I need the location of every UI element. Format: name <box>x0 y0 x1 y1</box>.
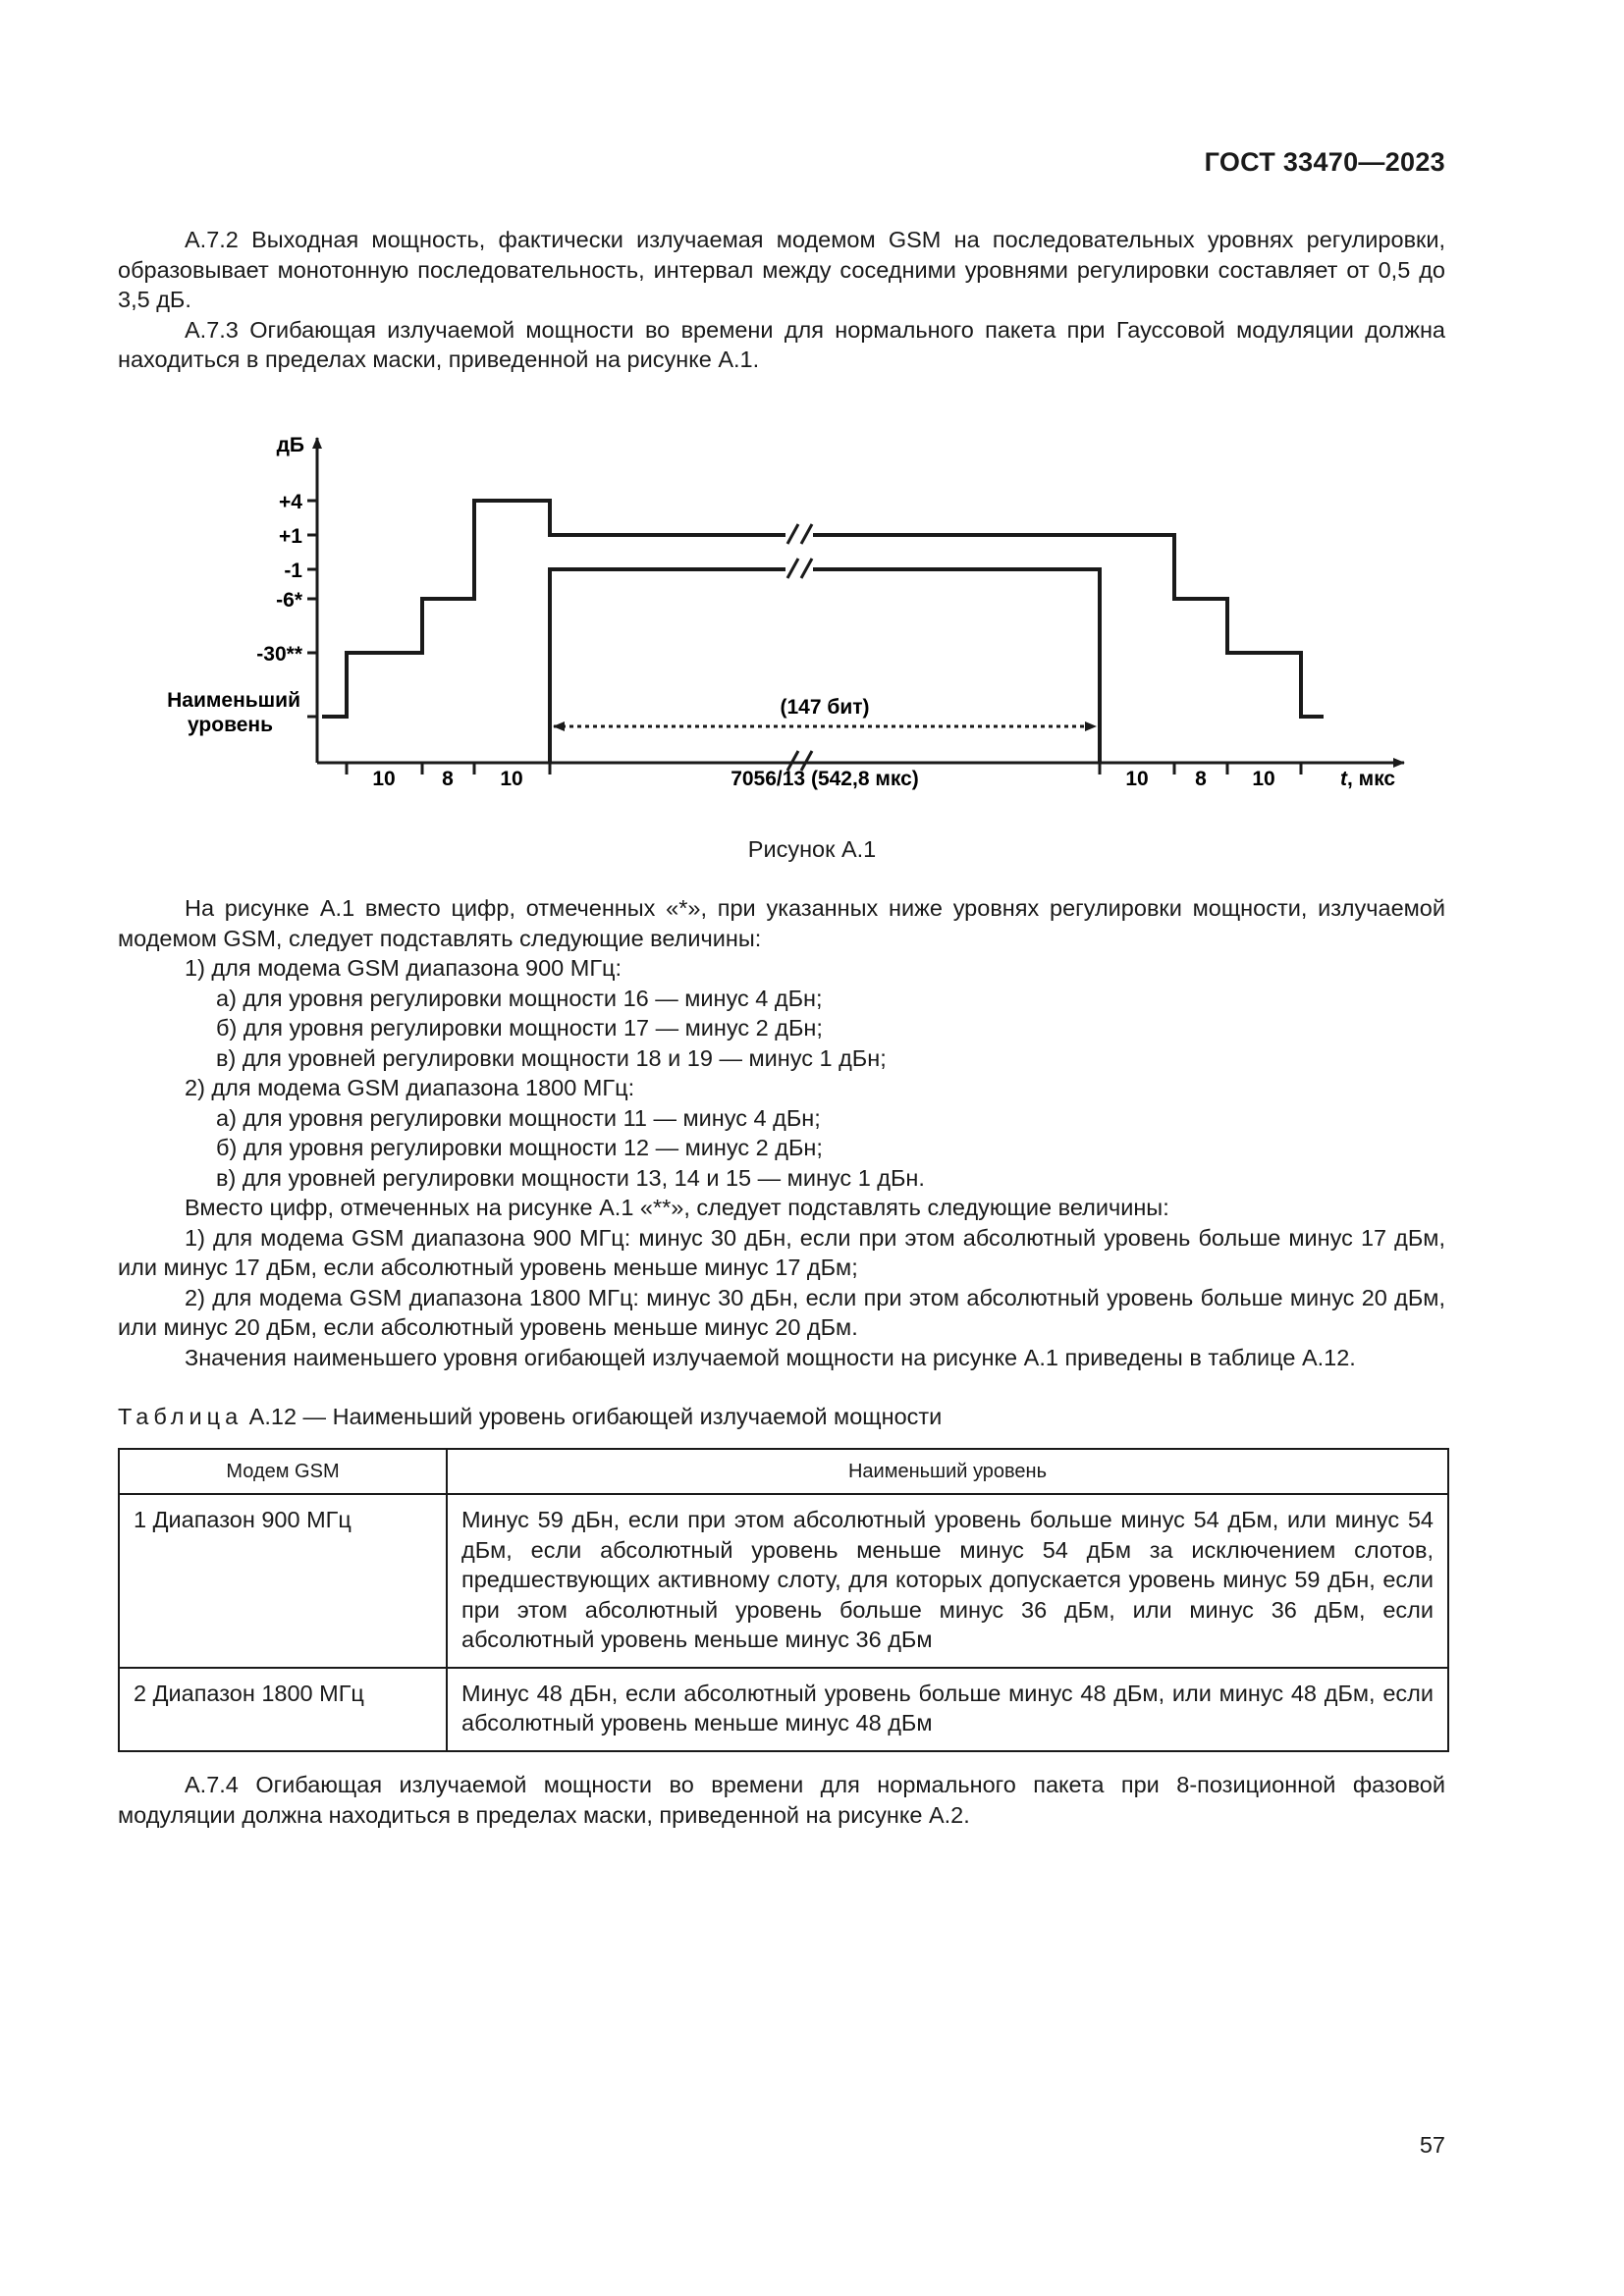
x-segment-1: 10 <box>372 768 396 790</box>
y-axis-label: дБ <box>276 434 304 456</box>
cell-modem: 2 Диапазон 1800 МГц <box>119 1668 447 1751</box>
x-segment-3: 10 <box>500 768 523 790</box>
cell-lowest-level: Минус 48 дБн, если абсолютный уровень больше минус 48 дБм, или минус 48 дБм, если абсолютный уровень меньше минус 48 дБм <box>447 1668 1448 1751</box>
list2-item-c: в) для уровней регулировки мощности 13, 14 и 15 — минус 1 дБн. <box>216 1164 925 1191</box>
paragraph-double-star-2: 2) для модема GSM диапазона 1800 МГц: минус 30 дБн, если при этом абсолютный уровень больше минус 20 дБм, или минус 20 дБм, если абсолютный уровень меньше минус 20 дБм. <box>118 1284 1445 1340</box>
power-mask-diagram <box>147 422 1424 815</box>
paragraph-double-star-1: 1) для модема GSM диапазона 900 МГц: минус 30 дБн, если при этом абсолютный уровень больше минус 17 дБм, или минус 17 дБм, если абсолютный уровень меньше минус 17 дБм; <box>118 1224 1445 1280</box>
list1-item-a: а) для уровня регулировки мощности 16 — минус 4 дБн; <box>216 985 823 1011</box>
lower-mask-left <box>550 569 785 763</box>
text-block-top <box>118 225 1445 375</box>
list1-item-b: б) для уровня регулировки мощности 17 — минус 2 дБн; <box>216 1015 823 1041</box>
lower-mask-right <box>813 569 1100 763</box>
table-row <box>119 1668 1448 1751</box>
table-a12 <box>118 1448 1449 1752</box>
break-marks <box>787 524 812 771</box>
y-tick-minus30: -30** <box>256 643 302 666</box>
text-block-end <box>118 1770 1445 1830</box>
x-segment-2: 8 <box>442 768 454 790</box>
paragraph-a73: А.7.3 Огибающая излучаемой мощности во времени для нормального пакета при Гауссовой модуляции должна находиться в пределах маски, приведенной на рисунке А.1. <box>118 316 1445 372</box>
paragraph-double-star-intro: Вместо цифр, отмеченных на рисунке А.1 «**», следует подставлять следующие величины: <box>185 1195 1169 1220</box>
lowest-level-label-line2: уровень <box>188 714 273 736</box>
x-segment-7: 10 <box>1252 768 1275 790</box>
x-segment-5: 10 <box>1125 768 1149 790</box>
x-segment-6: 8 <box>1195 768 1207 790</box>
header-modem: Модем GSM <box>119 1449 447 1494</box>
y-tick-plus4: +4 <box>279 491 302 513</box>
lowest-level-label-line1: Наименьший <box>167 689 300 712</box>
x-axis-label-unit: , мкс <box>1347 768 1396 790</box>
list1-item-c: в) для уровней регулировки мощности 18 и 19 — минус 1 дБн; <box>216 1044 887 1071</box>
x-segment-4: 7056/13 (542,8 мкс) <box>731 768 919 790</box>
table-header-row <box>119 1449 1448 1494</box>
list2-item-a: а) для уровня регулировки мощности 11 — минус 4 дБн; <box>216 1104 821 1131</box>
paragraph-star-intro: На рисунке А.1 вместо цифр, отмеченных «*», при указанных ниже уровнях регулировки мощности, излучаемой модемом GSM, следует подставлять следующие величины: <box>118 895 1445 951</box>
y-tick-minus1: -1 <box>284 560 302 582</box>
paragraph-table-ref: Значения наименьшего уровня огибающей излучаемой мощности на рисунке А.1 приведены в таблице А.12. <box>185 1344 1356 1370</box>
list2-title: 2) для модема GSM диапазона 1800 МГц: <box>185 1075 635 1100</box>
upper-mask-right <box>813 535 1324 717</box>
figure-caption: Рисунок А.1 <box>747 836 877 862</box>
text-block-mid <box>118 893 1445 1372</box>
page-number: 57 <box>1419 2132 1445 2158</box>
cell-lowest-level: Минус 59 дБн, если при этом абсолютный уровень больше минус 54 дБм, или минус 54 дБм, если абсолютный уровень меньше минус 54 дБм за исключением слотов, предшествующих активному слоту, для которых допускается уровень минус 59 дБн, если при этом абсолютный уровень больше минус 36 дБм, или минус 36 дБм, если абсолютный уровень меньше минус 36 дБм <box>447 1494 1448 1668</box>
y-tick-plus1: +1 <box>279 525 302 548</box>
document-header: ГОСТ 33470—2023 <box>1204 147 1445 177</box>
header-lowest-level: Наименьший уровень <box>447 1449 1448 1494</box>
y-tick-minus6: -6* <box>276 589 302 612</box>
table-title-rest: А.12 — Наименьший уровень огибающей излучаемой мощности <box>243 1404 943 1429</box>
table-title <box>118 1404 942 1430</box>
table-title-word: Таблица <box>118 1404 244 1429</box>
cell-modem: 1 Диапазон 900 МГц <box>119 1494 447 1668</box>
list1-title: 1) для модема GSM диапазона 900 МГц: <box>185 955 623 981</box>
table-row <box>119 1494 1448 1668</box>
x-axis-label <box>1340 768 1395 790</box>
x-axis-label-var: t <box>1340 768 1347 790</box>
upper-mask-left <box>322 501 785 717</box>
list2-item-b: б) для уровня регулировки мощности 12 — минус 2 дБн; <box>216 1135 823 1160</box>
figure-a1 <box>147 422 1424 815</box>
paragraph-a74: А.7.4 Огибающая излучаемой мощности во времени для нормального пакета при 8-позиционной фазовой модуляции должна находиться в пределах маски, приведенной на рисунке А.2. <box>118 1772 1445 1828</box>
span-label: (147 бит) <box>780 696 870 719</box>
paragraph-a72: А.7.2 Выходная мощность, фактически излучаемая модемом GSM на последовательных уровнях регулировки, образовывает монотонную последовательность, интервал между соседними уровнями регулировки составляет от 0,5 до 3,5 дБ. <box>118 227 1445 312</box>
